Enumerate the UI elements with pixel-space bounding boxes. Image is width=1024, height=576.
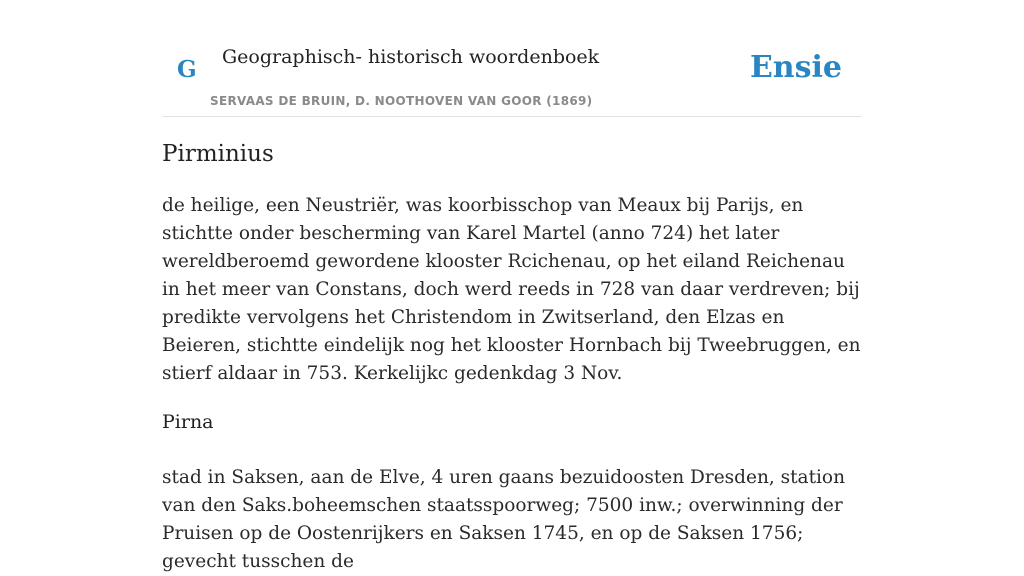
entry-term-title: Pirminius — [162, 141, 274, 167]
entry-term-title: Pirna — [162, 411, 214, 433]
ensie-logo[interactable]: Ensie — [749, 50, 842, 85]
entry-content — [162, 138, 862, 576]
book-letter-badge[interactable]: G — [177, 56, 197, 83]
entry-definition: stad in Saksen, aan de Elve, 4 uren gaans bezuidoosten Dresden, station van den Saks.boheemschen staatsspoorweg; 7500 inw.; overwinning der Pruisen op de Oostenrijkers en Saksen 1745, en op de Saksen 1756; gevecht tusschen de — [162, 467, 845, 572]
entry-definition: de heilige, een Neustriër, was koorbisschop van Meaux bij Parijs, en stichtte onder bescherming van Karel Martel (anno 724) het later wereldberoemd gewordene klooster Rcichenau, op het eiland Reichenau in het meer van Constans, doch werd reeds in 728 van daar verdreven; bij predikte vervolgens het Christendom in Zwitserland, den Elzas en Beieren, stichtte eindelijk nog het klooster Hornbach bij Tweebruggen, en stierf aldaar in 753. Kerkelijkc gedenkdag 3 Nov. — [162, 195, 861, 384]
book-authors: SERVAAS DE BRUIN, D. NOOTHOVEN VAN GOOR (1869) — [210, 94, 593, 108]
book-title-link[interactable]: Geographisch- historisch woordenboek — [222, 46, 600, 68]
book-header — [162, 0, 862, 117]
